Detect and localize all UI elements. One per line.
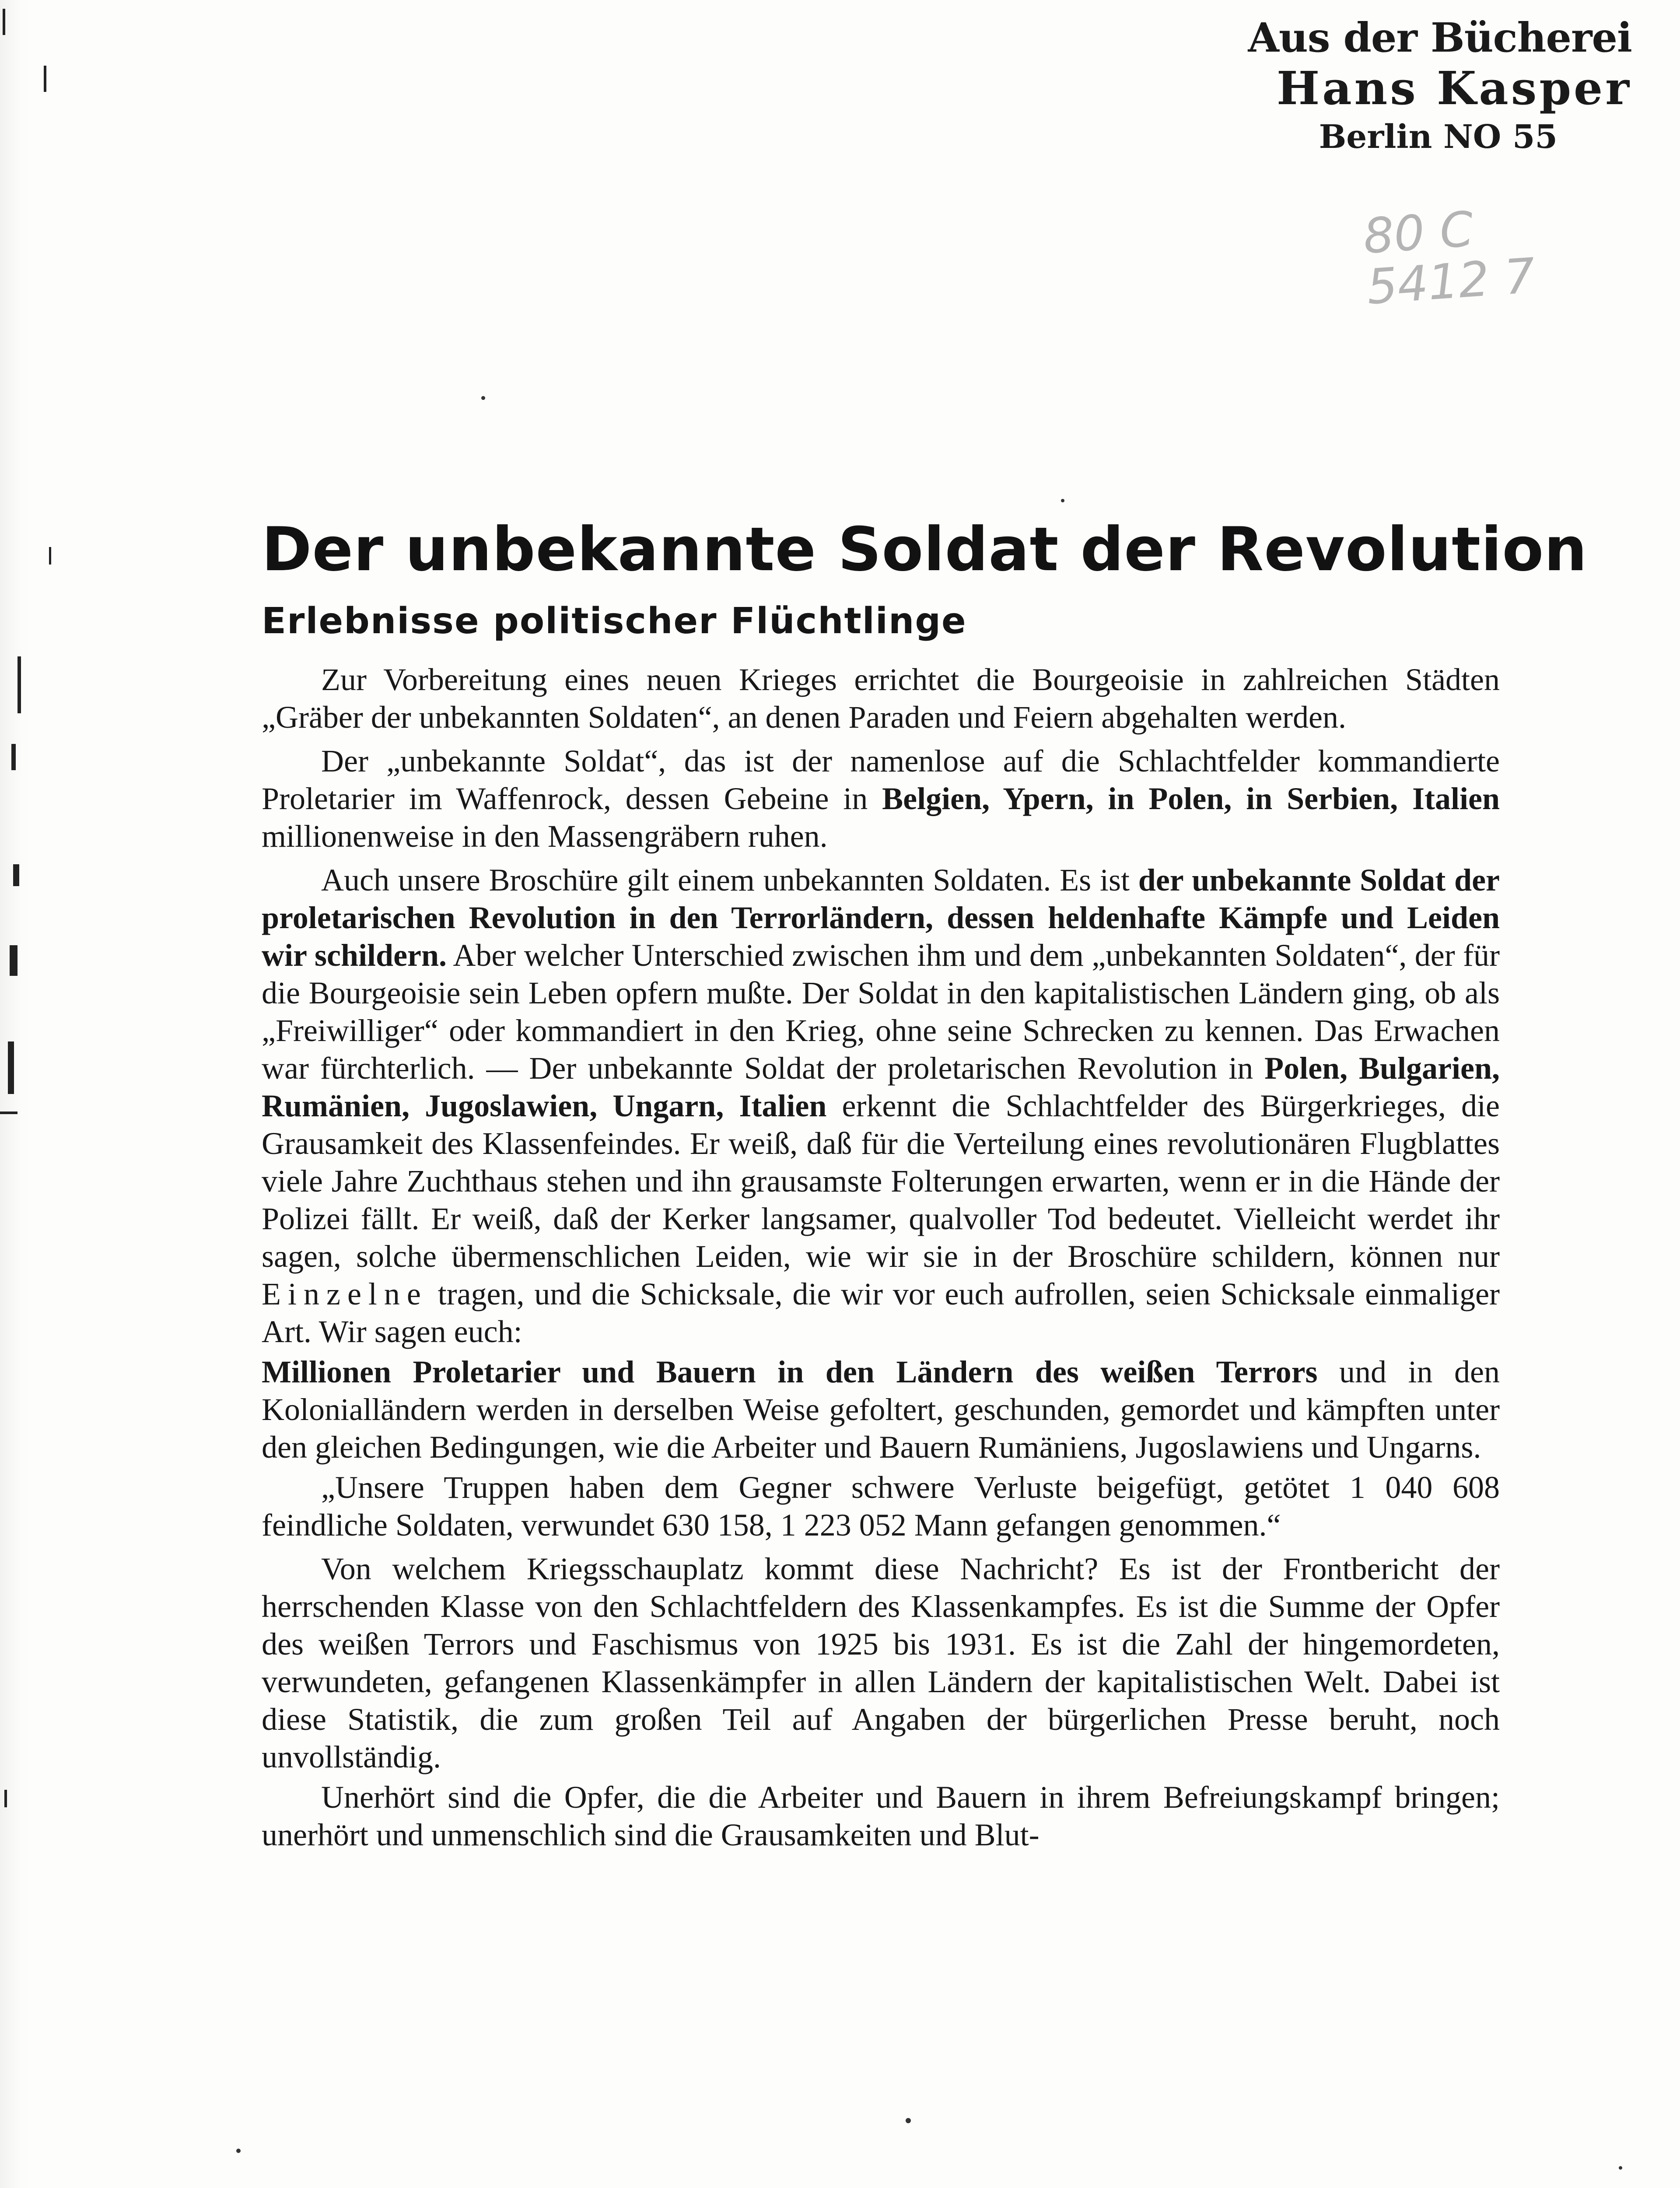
body-text [262,661,1500,1856]
stamp-line-2: Hans Kasper [1276,61,1632,115]
text-run: Auch unsere Broschüre gilt einem unbekannten Soldaten. Es ist [321,863,1138,898]
binding-edge [0,0,31,2188]
pencil-line-2: 5412 7 [1365,247,1537,315]
page-subtitle: Erlebnisse politischer Flüchtlinge [262,600,967,642]
edge-mark [8,1041,14,1094]
text-run: millionenweise in den Massengräbern ruhen. [262,819,828,854]
edge-mark [18,656,21,713]
text-run: und in den Kolonialländern werden in derselben Weise gefoltert, geschunden, gemordet und kämpften unter den gleichen Bedingungen, wie die Arbeiter und Bauern Rumäniens, Jugoslawiens und Ungarns. [262,1354,1500,1465]
bold-run: der unbekannte Soldat der proletarischen Revolution in den Terrorländern, dessen heldenhafte Kämpfe und Leiden wir schildern. [262,863,1500,973]
bold-run: in Polen, in Serbien, Italien [1108,781,1500,816]
speck [906,2118,911,2123]
paragraph-3 [262,861,1500,1350]
stamp-line-1: Aus der Bücherei [1248,14,1632,61]
bold-run: Millionen Proletarier und Bauern in den Ländern des weißen Terrors [262,1354,1318,1389]
speck [481,396,485,400]
edge-mark [13,864,19,886]
paragraph-6: Von welchem Kriegsschauplatz kommt diese Nachricht? Es ist der Frontbericht der herrschenden Klasse von den Schlachtfeldern des Klassenkampfes. Es ist die Summe der Opfer des weißen Terrors und Faschismus von 1925 bis 1931. Es ist die Zahl der hingemordeten, verwundeten, gefangenen Klassenkämpfer in allen Ländern der kapitalistischen Welt. Dabei ist diese Statistik, die zum großen Teil auf Angaben der bürgerlichen Presse beruht, noch unvollständig. [262,1551,1500,1774]
text-run: erkennt die Schlachtfelder des Bürgerkrieges, die Grausamkeit des Klassenfeindes. Er weiß, daß für die Verteilung eines revolutionären Flugblattes viele Jahre Zuchthaus stehen und ihn grausamste Folterungen erwarten, wenn er in die Hände der Polizei fällt. Er weiß, daß der Kerker langsamer, qualvoller Tod bedeutet. Vielleicht werdet ihr sagen, solche übermenschlichen Leiden, wie wir sie in der Broschüre schildern, können nur [262,1088,1500,1274]
pencil-line-1: 80 C [1361,201,1475,265]
edge-mark [44,66,46,92]
page-title: Der unbekannte Soldat der Revolution [262,514,1588,585]
paragraph-5: „Unsere Truppen haben dem Gegner schwere Verluste beigefügt, getötet 1 040 608 feindliche Soldaten, verwundet 630 158, 1 223 052 Mann gefangen genommen.“ [262,1470,1500,1543]
text-run [1094,781,1108,816]
library-stamp [1172,14,1632,156]
edge-mark [0,1112,18,1114]
bold-run: Polen, Bulgarien, Rumänien, Jugoslawien, Ungarn, Italien [262,1051,1500,1123]
paragraph-4 [262,1353,1500,1466]
text-run: tragen, und die Schicksale, die wir vor euch aufrollen, seien Schicksale einmaliger Art. Wir sagen euch: [262,1276,1500,1349]
edge-mark [49,547,51,565]
paragraph-1: Zur Vorbereitung eines neuen Krieges errichtet die Bourgeoisie in zahlreichen Städten „Gräber der unbekannten Soldaten“, an denen Paraden und Feiern abgehalten werden. [262,662,1500,735]
pencil-shelfmark [1361,200,1537,315]
text-run: Der „unbekannte Soldat“, das ist der namenlose auf die Schlachtfelder kommandierte Proletarier im Waffenrock, dessen Gebeine in [262,743,1500,816]
text-run: Aber welcher Unterschied zwischen ihm und dem „unbekannten Soldaten“, der für die Bourgeoisie sein Leben opfern mußte. Der Soldat in den kapitalistischen Ländern ging, ob als „Freiwilliger“ oder kommandiert in den Krieg, ohne seine Schrecken zu kennen. Das Erwachen war fürchterlich. — Der unbekannte Soldat der proletarischen Revolution in [262,938,1500,1086]
speck [1061,499,1064,502]
speck [236,2149,241,2153]
stamp-line-3: Berlin NO 55 [1319,118,1558,156]
paragraph-7: Unerhört sind die Opfer, die die Arbeiter und Bauern in ihrem Befreiungskampf bringen; unerhört und unmenschlich sind die Grausamkeiten und Blut- [262,1780,1500,1852]
bold-run: Belgien, Ypern, [882,781,1094,816]
edge-mark [11,744,16,770]
speck [1619,2166,1622,2170]
edge-mark [10,945,18,976]
edge-mark [4,1790,7,1807]
paragraph-2 [262,742,1500,855]
spaced-run: Einzelne [262,1276,428,1311]
edge-mark [3,9,5,35]
